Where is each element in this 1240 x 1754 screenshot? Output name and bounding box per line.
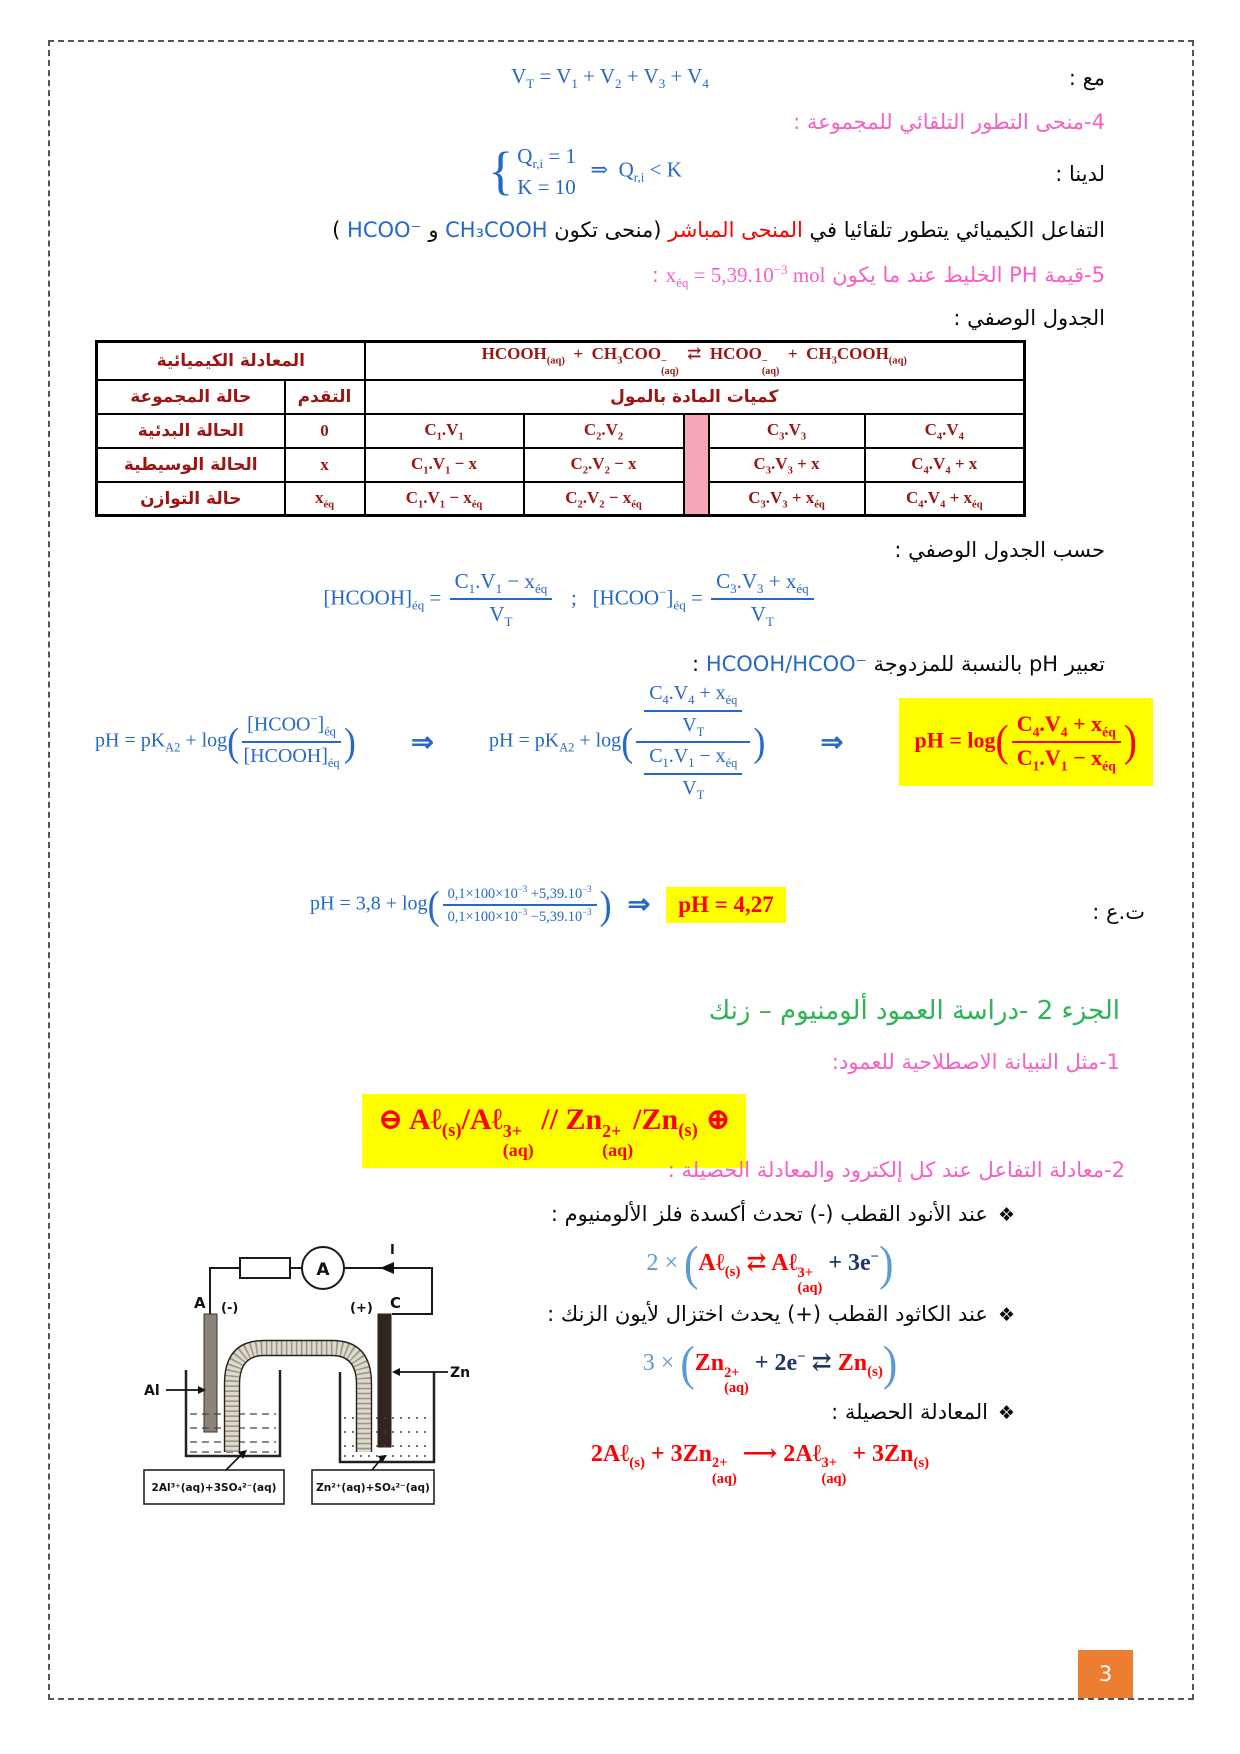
- ph-derivation-row: [95, 678, 1153, 806]
- progress-value: $x_{éq}$: [285, 482, 365, 516]
- cathode-bullet-line: [547, 1302, 1015, 1326]
- chemical-equation-label: المعادلة الكيميائية: [97, 342, 365, 380]
- cathode-electrode: [378, 1314, 391, 1447]
- aluminium-label: Al: [144, 1383, 160, 1399]
- amount-cell: $C_3.V_3 + x_{éq}$: [709, 482, 865, 516]
- ammeter-label: A: [316, 1260, 330, 1280]
- right-solution-label: Zn²⁺(aq)+SO₄²⁻(aq): [316, 1482, 430, 1494]
- amounts-label: كميات المادة بالمول: [365, 380, 1025, 414]
- amount-cell: $C_2.V_2 - x$: [524, 448, 684, 482]
- cathode-text: عند الكاثود القطب (+) يحدث اختزال لأيون الزنك :: [547, 1302, 988, 1326]
- zinc-arrow-icon: [392, 1368, 400, 1376]
- descriptive-table: [95, 340, 1026, 517]
- cathode-letter: C: [390, 1294, 402, 1312]
- table-row-headers: [97, 380, 1025, 414]
- table-pink-strip: [684, 414, 709, 448]
- cell-diagram: [128, 1222, 473, 1512]
- anode-half-equation: 2 × (Aℓ$_{(s)}$ ⇄ Aℓ 3+ (aq) + 3e−): [646, 1238, 894, 1296]
- diamond-bullet-icon: ❖: [997, 1304, 1015, 1326]
- progress-value: 0: [285, 414, 365, 448]
- numeric-application-label: ت.ع :: [1092, 900, 1145, 924]
- progress-value: x: [285, 448, 365, 482]
- numeric-application-row: [310, 884, 786, 926]
- cathode-sign: (+): [350, 1301, 373, 1316]
- ph-equation-left: pH = $pK_{A2} + \log$( $\frac{[HCOO^-]_{éq}}{[HCOOH]_{éq}}$ ): [95, 712, 356, 771]
- overall-bullet-line: [831, 1400, 1015, 1424]
- ph-equation-highlighted: pH = log( $\frac{C_4.V_4 + x_{éq}}{C_1.V_1 - x_{éq}}$ ): [899, 698, 1153, 787]
- amount-cell: $C_3.V_3$: [709, 414, 865, 448]
- row-label: الحالة البدئية: [97, 414, 285, 448]
- given-label: لدينا :: [1055, 162, 1105, 186]
- reaction-direction-paragraph: التفاعل الكيميائي يتطور تلقائيا في المنحى المباشر (منحى تكون CH₃COOH و HCOO⁻ ): [332, 218, 1105, 242]
- current-arrow-icon: [380, 1262, 394, 1274]
- amount-cell: $C_4.V_4 + x$: [865, 448, 1025, 482]
- overall-text: المعادلة الحصيلة :: [831, 1400, 988, 1424]
- amount-cell: $C_3.V_3 + x$: [709, 448, 865, 482]
- table-title: الجدول الوصفي :: [953, 306, 1105, 330]
- with-label: مع :: [1068, 66, 1105, 90]
- amount-cell: $C_2.V_2$: [524, 414, 684, 448]
- page-number: 3: [1078, 1650, 1133, 1698]
- table-row-equilibrium: [97, 482, 1025, 516]
- anode-text: عند الأنود القطب (-) تحدث أكسدة فلز الألومنيوم :: [550, 1202, 988, 1226]
- cell-conventional-notation: ⊖ Aℓ$_{(s)}$/Aℓ 3+ (aq) // Zn 2+ (aq) $/Zn_{(s)}$ ⊕: [362, 1094, 746, 1168]
- vt-equation: $V_T = V_1 + V_2 + V_3 + V_4$: [511, 64, 709, 92]
- resistor-icon: [240, 1258, 290, 1278]
- amount-cell: $C_4.V_4 + x_{éq}$: [865, 482, 1025, 516]
- implies-arrow-icon: ⇒: [820, 726, 844, 757]
- cathode-half-equation: 3 × (Zn 2+ (aq) + 2e− ⇄ $Zn_{(s)}$): [642, 1338, 898, 1396]
- amount-cell: $C_2.V_2 - x_{éq}$: [524, 482, 684, 516]
- per-table-label: حسب الجدول الوصفي :: [894, 538, 1105, 562]
- table-pink-strip: [684, 448, 709, 482]
- table-pink-strip: [684, 482, 709, 516]
- amount-cell: $C_4.V_4$: [865, 414, 1025, 448]
- amount-cell: $C_1.V_1 - x$: [365, 448, 524, 482]
- row-label: حالة التوازن: [97, 482, 285, 516]
- chemical-equation-cell: $HCOOH_{(aq)} + CH_3COO$ − (aq) ⇄ HCOO − (aq) + $CH_3COOH_{(aq)}$: [365, 342, 1025, 380]
- ph-value-heading: 5-قيمة PH الخليط عند ما يكون $x_{éq} = 5,39.10^{-3}$ mol :: [651, 262, 1105, 291]
- implies-arrow-icon: ⇒: [411, 726, 434, 757]
- table-row-equation: [97, 342, 1025, 380]
- diamond-bullet-icon: ❖: [997, 1402, 1015, 1424]
- anode-letter: A: [194, 1294, 206, 1312]
- anode-sign: (-): [221, 1301, 239, 1316]
- ph-expression-heading: تعبير pH بالنسبة للمزدوجة HCOOH/HCOO⁻ :: [692, 652, 1105, 676]
- concentrations-equation: $[HCOOH]_{éq}$ = $\frac{C_1.V_1 - x_{éq}}{V_T}$ ; $[HCOO^-]_{éq}$ = $\frac{C_3.V_3 + x_{éq}}{V_T}$: [250, 568, 890, 631]
- amount-cell: $C_1.V_1$: [365, 414, 524, 448]
- spontaneous-evolution-heading: 4-منحى التطور التلقائي للمجموعة :: [793, 110, 1105, 134]
- progress-label: التقدم: [285, 380, 365, 414]
- ph-equation-middle: pH = $pK_{A2} + \log$( $\frac{\frac{C_4.V_4 + x_{éq}}{V_T}}{\frac{C_1.V_1 - x_{éq}}{V_T}}$ ): [489, 682, 766, 802]
- part2-title: الجزء 2 -دراسة العمود ألومنيوم – زنك: [708, 996, 1120, 1026]
- implies-arrow-icon: ⇒: [627, 889, 651, 920]
- electrode-equations-heading: 2-معادلة التفاعل عند كل إلكترود والمعادلة الحصيلة :: [667, 1158, 1125, 1182]
- system-equation: { $Q_{r,i} = 1$ K = 10 ⇒ $Q_{r,i} < K$: [488, 142, 682, 201]
- row-label: الحالة الوسيطية: [97, 448, 285, 482]
- anode-bullet-line: [551, 1202, 1015, 1226]
- diamond-bullet-icon: ❖: [997, 1204, 1015, 1226]
- table-row-intermediate: [97, 448, 1025, 482]
- cell-notation-heading: 1-مثل التبيانة الاصطلاحية للعمود:: [831, 1050, 1120, 1074]
- current-label: I: [390, 1243, 395, 1258]
- system-state-label: حالة المجموعة: [97, 380, 285, 414]
- table-row-initial: [97, 414, 1025, 448]
- ph-result-highlighted: pH = 4,27: [666, 887, 786, 923]
- salt-bridge: [225, 1341, 372, 1453]
- overall-equation: 2Aℓ$_{(s)}$ + 3Zn 2+ (aq) ⟶ 2Aℓ 3+ (aq) + $3Zn_{(s)}$: [590, 1441, 930, 1487]
- zinc-label: Zn: [450, 1365, 471, 1381]
- amount-cell: $C_1.V_1 - x_{éq}$: [365, 482, 524, 516]
- left-solution-label: 2Al³⁺(aq)+3SO₄²⁻(aq): [151, 1482, 277, 1494]
- numeric-equation: pH = 3,8 + log( $\frac{0,1\times 100\times 10^{-3} +5,39.10^{-3}}{0,1\times 100\times 10^{-3} -5,39.10^{-3}}$ ): [310, 882, 612, 928]
